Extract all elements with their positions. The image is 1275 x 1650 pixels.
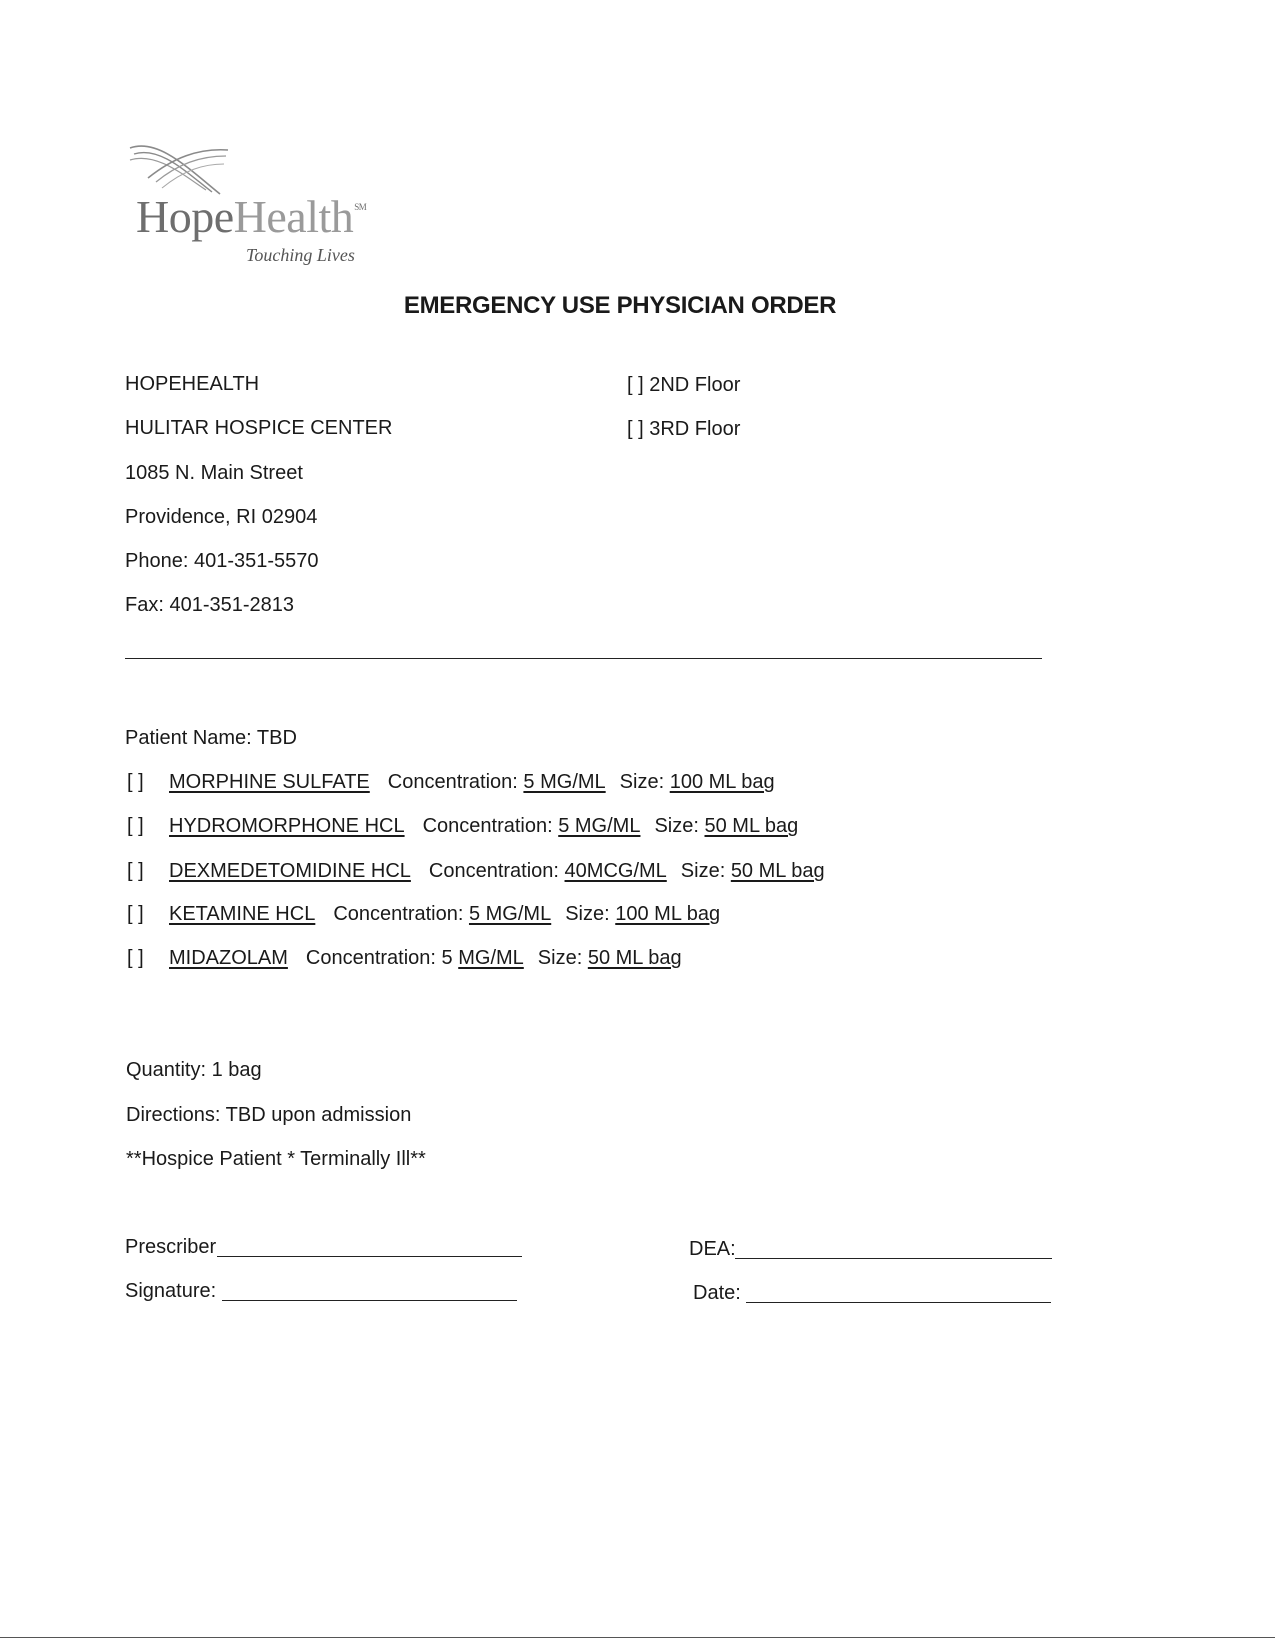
date-field[interactable] [746,1302,1051,1303]
concentration-prefix: 5 [441,947,453,969]
logo-wordmark [136,190,366,243]
directions: Directions: TBD upon admission [126,1104,412,1126]
concentration-value: 5 MG/ML [558,815,641,837]
logo-name-health: Health [233,191,354,242]
medication-checkbox[interactable]: [ ] [127,947,144,969]
logo-service-mark: SM [354,202,367,212]
document-title: EMERGENCY USE PHYSICIAN ORDER [403,292,837,319]
prescriber-field[interactable] [217,1256,522,1257]
hospice-note: **Hospice Patient * Terminally Ill** [126,1148,426,1170]
medication-name: HYDROMORPHONE HCL [169,815,405,837]
quantity: Quantity: 1 bag [126,1059,262,1081]
size-label: Size: [654,815,699,837]
signature-field[interactable] [222,1300,517,1301]
concentration-label: Concentration: [387,771,518,793]
medication-row[interactable] [127,903,720,926]
floor-label: 3RD Floor [649,418,741,440]
size-value: 100 ML bag [669,771,775,793]
medication-row[interactable] [127,947,682,970]
medication-name: MORPHINE SULFATE [169,771,370,793]
facility-center: HULITAR HOSPICE CENTER [125,417,393,439]
size-label: Size: [565,903,610,925]
medication-checkbox[interactable]: [ ] [127,860,144,882]
hopehealth-logo [128,138,398,263]
concentration-value: 5 MG/ML [523,771,606,793]
logo-wave-icon [128,138,238,198]
size-value: 50 ML bag [730,860,825,882]
concentration-value: 5 MG/ML [468,903,552,925]
medication-checkbox[interactable]: [ ] [127,903,144,925]
floor-option-2nd[interactable] [627,374,740,397]
medication-row[interactable] [127,815,798,838]
dea-label: DEA: [689,1238,736,1260]
facility-street: 1085 N. Main Street [125,462,303,484]
facility-fax: Fax: 401-351-2813 [125,594,295,616]
medication-row[interactable] [127,771,775,794]
prescriber-label: Prescriber [125,1236,217,1258]
date-label: Date: [693,1282,741,1304]
floor-option-3rd[interactable] [627,418,740,441]
medication-row[interactable] [127,860,825,883]
size-value: 100 ML bag [615,903,721,925]
logo-tagline: Touching Lives [246,245,355,265]
section-divider [125,658,1042,659]
patient-name: Patient Name: TBD [125,727,297,749]
facility-name: HOPEHEALTH [125,373,260,395]
medication-checkbox[interactable]: [ ] [127,815,144,837]
floor-checkbox[interactable]: [ ] [627,374,644,396]
medication-checkbox[interactable]: [ ] [127,771,144,793]
signature-label: Signature: [125,1280,217,1302]
page-bottom-rule [0,1637,1275,1638]
size-value: 50 ML bag [704,815,799,837]
medication-name: DEXMEDETOMIDINE HCL [169,860,411,882]
facility-city: Providence, RI 02904 [125,506,318,528]
concentration-label: Concentration: [333,903,464,925]
medication-name: MIDAZOLAM [169,947,288,969]
concentration-label: Concentration: [428,860,559,882]
size-label: Size: [537,947,583,969]
medication-name: KETAMINE HCL [169,903,316,925]
concentration-value: MG/ML [458,947,524,969]
floor-label: 2ND Floor [649,374,741,396]
floor-checkbox[interactable]: [ ] [627,418,644,440]
dea-field[interactable] [735,1258,1052,1259]
facility-phone: Phone: 401-351-5570 [125,550,319,572]
size-label: Size: [680,860,726,882]
concentration-label: Concentration: [305,947,436,969]
concentration-value: 40MCG/ML [564,860,667,882]
size-label: Size: [619,771,665,793]
concentration-label: Concentration: [422,815,553,837]
size-value: 50 ML bag [587,947,682,969]
logo-name-hope: Hope [136,191,234,242]
